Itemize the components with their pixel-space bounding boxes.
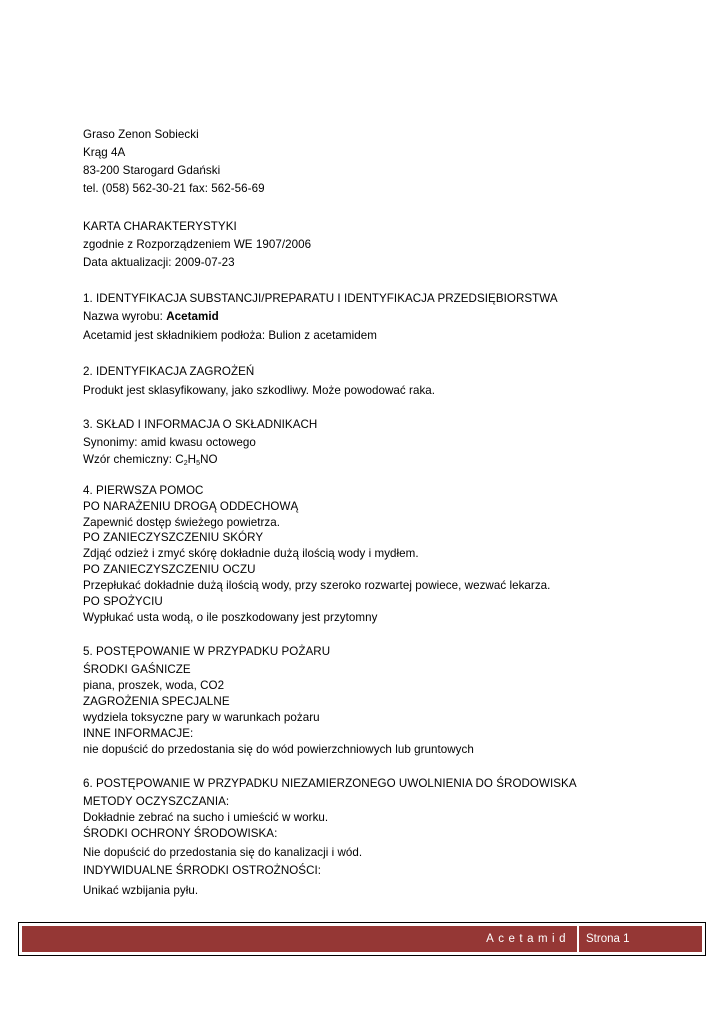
- company-contact: tel. (058) 562-30-21 fax: 562-56-69: [83, 182, 265, 195]
- synonyms: Synonimy: amid kwasu octowego: [83, 436, 256, 449]
- cleanup-text: Dokładnie zebrać na sucho i umieścić w worku.: [83, 811, 329, 824]
- other-info-heading: INNE INFORMACJE:: [83, 727, 194, 740]
- doc-updated: Data aktualizacji: 2009-07-23: [83, 256, 235, 269]
- cleanup-heading: METODY OCZYSZCZANIA:: [83, 795, 230, 808]
- special-hazards-text: wydziela toksyczne pary w warunkach pożaru: [83, 711, 320, 724]
- individual-heading: INDYWIDUALNE ŚRRODKI OSTROŻNOŚCI:: [83, 864, 322, 877]
- company-street: Krąg 4A: [83, 146, 126, 159]
- chemical-formula: [83, 453, 218, 467]
- product-name-line: [83, 310, 219, 324]
- formula-h: H: [187, 453, 197, 466]
- individual-text: Unikać wzbijania pyłu.: [83, 884, 199, 897]
- footer-divider: [577, 926, 579, 952]
- section-6-heading: 6. POSTĘPOWANIE W PRZYPADKU NIEZAMIERZONEGO UWOLNIENIA DO ŚRODOWISKA: [83, 777, 577, 790]
- special-hazards-heading: ZAGROŻENIA SPECJALNE: [83, 695, 230, 708]
- formula-c-count: 2: [183, 460, 188, 467]
- footer-document-title: Acetamid: [486, 933, 570, 945]
- hazard-text: Produkt jest sklasyfikowany, jako szkodliwy. Może powodować raka.: [83, 384, 436, 397]
- doc-title: KARTA CHARAKTERYSTYKI: [83, 220, 237, 233]
- extinguishing-text: piana, proszek, woda, CO2: [83, 679, 225, 692]
- formula-c: C: [175, 453, 184, 466]
- eye-text: Przepłukać dokładnie dużą ilością wody, przy szeroko rozwartej powiece, wezwać lekarza.: [83, 579, 551, 592]
- section-4-heading: 4. PIERWSZA POMOC: [83, 484, 204, 497]
- product-name: Acetamid: [166, 310, 219, 323]
- skin-text: Zdjąć odzież i zmyć skórę dokładnie dużą ilością wody i mydłem.: [83, 547, 419, 560]
- inhalation-heading: PO NARAŻENIU DROGĄ ODDECHOWĄ: [83, 500, 299, 513]
- formula-label: Wzór chemiczny:: [83, 453, 176, 466]
- product-label: Nazwa wyrobu:: [83, 310, 167, 323]
- section-5-heading: 5. POSTĘPOWANIE W PRZYPADKU POŻARU: [83, 645, 331, 658]
- product-description: Acetamid jest składnikiem podłoża: Bulion z acetamidem: [83, 329, 377, 342]
- section-3-heading: 3. SKŁAD I INFORMACJA O SKŁADNIKACH: [83, 418, 318, 431]
- extinguishing-heading: ŚRODKI GAŚNICZE: [83, 663, 191, 676]
- ingestion-text: Wypłukać usta wodą, o ile poszkodowany jest przytomny: [83, 611, 378, 624]
- doc-regulation: zgodnie z Rozporządzeniem WE 1907/2006: [83, 238, 312, 251]
- environment-heading: ŚRODKI OCHRONY ŚRODOWISKA:: [83, 827, 278, 840]
- company-name: Graso Zenon Sobiecki: [83, 128, 199, 141]
- formula-h-count: 5: [196, 460, 201, 467]
- formula-rest: NO: [200, 453, 218, 466]
- ingestion-heading: PO SPOŻYCIU: [83, 595, 163, 608]
- footer-page-number: Strona 1: [586, 933, 630, 945]
- eye-heading: PO ZANIECZYSZCZENIU OCZU: [83, 563, 256, 576]
- section-2-heading: 2. IDENTYFIKACJA ZAGROŻEŃ: [83, 365, 255, 378]
- section-1-heading: 1. IDENTYFIKACJA SUBSTANCJI/PREPARATU I IDENTYFIKACJA PRZEDSIĘBIORSTWA: [83, 292, 558, 305]
- environment-text: Nie dopuścić do przedostania się do kanalizacji i wód.: [83, 846, 363, 859]
- inhalation-text: Zapewnić dostęp świeżego powietrza.: [83, 516, 281, 529]
- other-info-text: nie dopuścić do przedostania się do wód powierzchniowych lub gruntowych: [83, 743, 474, 756]
- company-city: 83-200 Starogard Gdański: [83, 164, 221, 177]
- skin-heading: PO ZANIECZYSZCZENIU SKÓRY: [83, 531, 264, 544]
